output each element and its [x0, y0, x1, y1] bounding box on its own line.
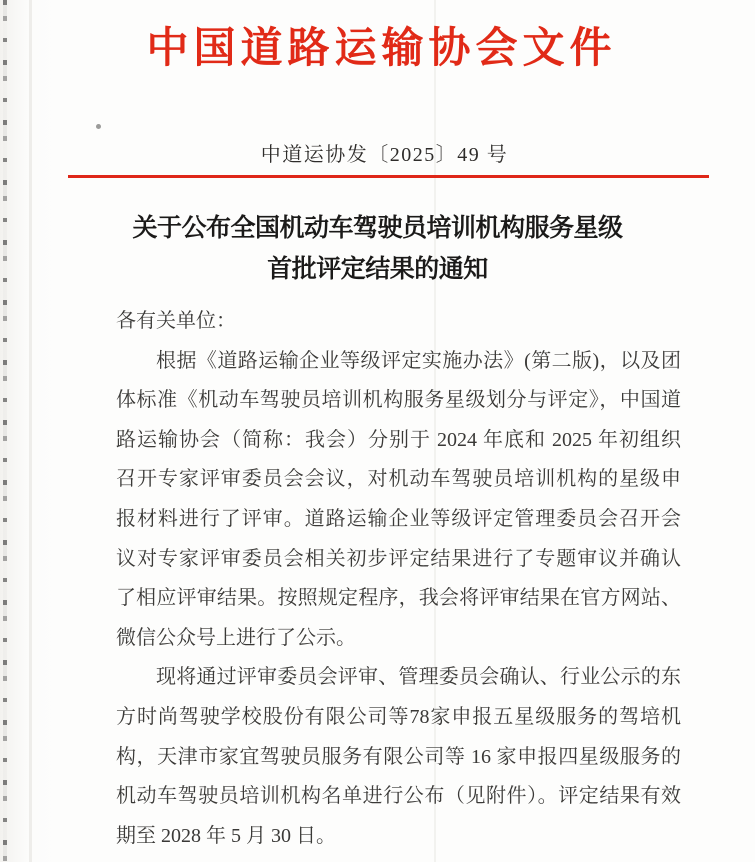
paragraph1-line: 召开专家评审委员会会议，对机动车驾驶员培训机构的星级申: [116, 468, 681, 491]
paragraph1-line: 根据《道路运输企业等级评定实施办法》(第二版)，以及团: [156, 349, 681, 372]
org-letterhead-title: 中国道路运输协会文件: [146, 26, 617, 72]
doc-number: 中道运协发〔2025〕49 号: [260, 144, 509, 166]
scan-streak-artifact: [29, 0, 32, 862]
paragraph1-line: 体标准《机动车驾驶员培训机构服务星级划分与评定》，中国道: [116, 389, 681, 412]
scan-speck-artifact: [96, 124, 101, 129]
paragraph2-line: 现将通过评审委员会评审、管理委员会确认、行业公示的东: [156, 666, 681, 689]
red-divider-rule: [68, 175, 709, 178]
paragraph1-line: 议对专家评审委员会相关初步评定结果进行了专题审议并确认: [116, 547, 681, 570]
paragraph2-line: 方时尚驾驶学校股份有限公司等78家申报五星级服务的驾培机: [116, 705, 681, 728]
paragraph1-line: 微信公众号上进行了公示。: [116, 626, 356, 649]
paragraph1-line: 路运输协会（简称：我会）分别于 2024 年底和 2025 年初组织: [116, 428, 681, 451]
document-title-line1: 关于公布全国机动车驾驶员培训机构服务星级: [132, 215, 623, 242]
document-title-line2: 首批评定结果的通知: [267, 256, 488, 283]
paragraph2-line: 期至 2028 年 5 月 30 日。: [116, 824, 336, 847]
scan-edge-artifact: [3, 0, 7, 862]
paragraph2-line: 机动车驾驶员培训机构名单进行公布（见附件）。评定结果有效: [116, 785, 681, 808]
paragraph2-line: 构，天津市家宜驾驶员服务有限公司等 16 家申报四星级服务的: [116, 745, 681, 768]
paragraph1-line: 报材料进行了评审。道路运输企业等级评定管理委员会召开会: [116, 507, 681, 530]
paragraph1-line: 了相应评审结果。按照规定程序，我会将评审结果在官方网站、: [116, 587, 681, 610]
document-body: [116, 302, 681, 856]
salutation: 各有关单位：: [116, 310, 236, 332]
document-title: [0, 208, 755, 290]
